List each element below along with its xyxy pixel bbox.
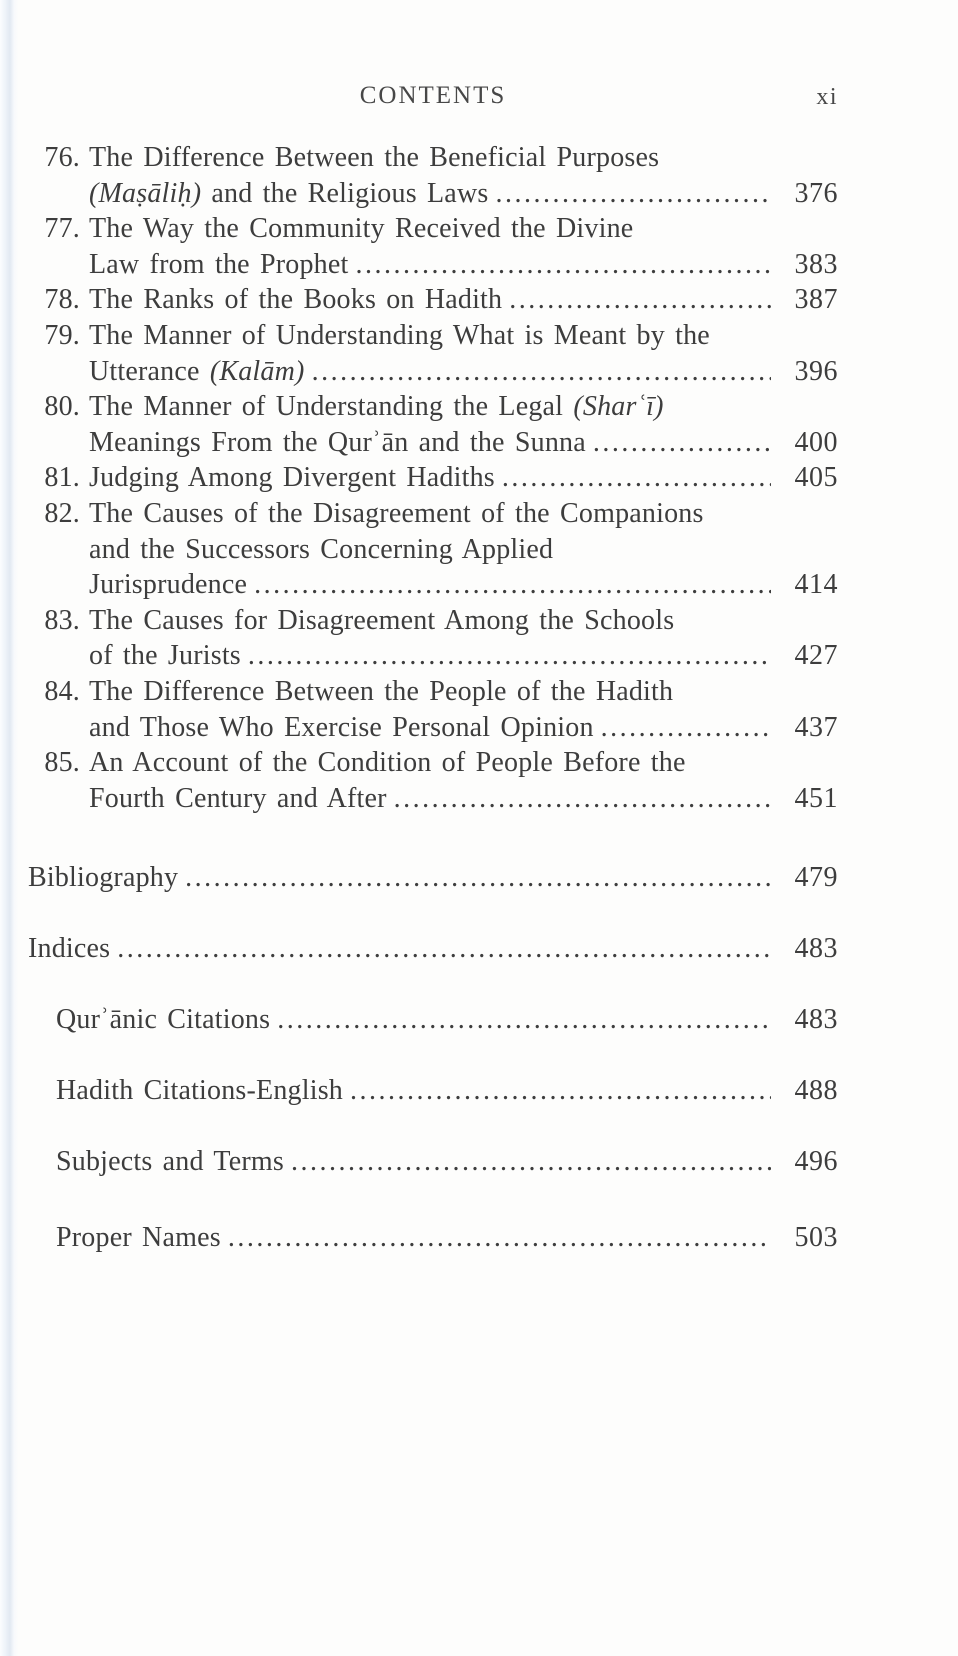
back-matter-page-number: 488 — [794, 1075, 838, 1107]
toc-entry-line — [28, 427, 838, 463]
back-matter-page-number: 479 — [794, 862, 838, 894]
entry-number: 83. — [44, 604, 80, 636]
entry-title-text: An Account of the Condition of People Before the — [89, 747, 686, 779]
entry-title-italic-term: (Sharʿī) — [573, 391, 664, 423]
back-matter-line — [28, 1146, 838, 1182]
entry-number: 76. — [44, 142, 80, 173]
entry-number: 78. — [44, 284, 80, 316]
toc-entry-line — [28, 569, 838, 605]
back-matter-label: Hadith Citations-English — [56, 1075, 344, 1107]
entry-number: 84. — [44, 675, 80, 707]
entry-title-line — [89, 640, 241, 672]
back-matter-line — [28, 1004, 838, 1040]
dot-leader — [593, 427, 771, 459]
entry-title-line — [89, 142, 659, 174]
toc-entry-line — [28, 142, 838, 178]
entry-title-line — [89, 534, 553, 566]
entry-number: 81. — [44, 462, 80, 494]
entry-title-text: of the Jurists — [89, 640, 241, 672]
back-matter-label: Subjects and Terms — [56, 1146, 284, 1178]
page-title: CONTENTS — [359, 82, 507, 109]
entry-title-italic-term: (Kalām) — [209, 355, 305, 387]
entry-number: 77. — [44, 213, 80, 245]
entry-title-line — [89, 249, 349, 281]
entry-title-text: Jurisprudence — [89, 569, 248, 601]
dot-leader — [277, 1004, 770, 1036]
entry-title-line — [89, 605, 674, 637]
page-header — [28, 82, 838, 114]
folio-page-number: xi — [816, 84, 838, 110]
entry-title-line — [89, 284, 502, 316]
entry-title-text: The Difference Between the People of the Hadith — [89, 675, 674, 707]
entry-number: 82. — [44, 497, 80, 529]
entry-page-number: 387 — [794, 284, 838, 316]
dot-leader — [495, 178, 770, 210]
toc-entry-line — [28, 676, 838, 712]
entry-page-number: 396 — [794, 355, 838, 387]
back-matter-label: Qurʾānic Citations — [56, 1004, 271, 1036]
back-matter-line — [28, 933, 838, 969]
page-content — [28, 0, 838, 1258]
entry-page-number: 400 — [794, 426, 838, 458]
toc-entry-line — [28, 320, 838, 356]
dot-leader — [356, 249, 771, 281]
entry-number: 80. — [44, 391, 80, 423]
toc-list — [28, 142, 838, 818]
entry-title-text: Judging Among Divergent Hadiths — [89, 462, 495, 494]
entry-title-text: The Causes of the Disagreement of the Companions — [89, 497, 704, 529]
entry-title-text: Utterance — [89, 355, 210, 387]
entry-title-line — [89, 356, 305, 388]
entry-number: 85. — [44, 747, 80, 779]
entry-page-number: 437 — [794, 711, 838, 743]
entry-title-text: Meanings From the Qurʾān and the Sunna — [89, 426, 586, 458]
entry-title-line — [89, 676, 673, 708]
dot-leader — [228, 1222, 771, 1254]
dot-leader — [117, 933, 770, 965]
toc-entry-line — [28, 391, 838, 427]
entry-page-number: 405 — [794, 462, 838, 494]
back-matter-page-number: 483 — [794, 1004, 838, 1036]
dot-leader — [601, 712, 771, 744]
entry-title-text: The Manner of Understanding What is Meant by the — [89, 319, 710, 351]
entry-title-text: The Ranks of the Books on Hadith — [89, 284, 503, 316]
dot-leader — [312, 356, 771, 388]
toc-entry-line — [28, 605, 838, 641]
entry-page-number: 376 — [794, 177, 838, 209]
toc-entry-line — [28, 534, 838, 570]
entry-title-text: Fourth Century and After — [89, 782, 387, 814]
dot-leader — [350, 1075, 770, 1107]
toc-entry-line — [28, 178, 838, 214]
entry-title-text: Law from the Prophet — [89, 248, 349, 280]
back-matter-label: Proper Names — [56, 1222, 221, 1254]
entry-page-number: 451 — [794, 782, 838, 814]
toc-entry-line — [28, 783, 838, 819]
back-matter-line — [28, 1075, 838, 1111]
entry-title-italic-term: (Maṣāliḥ) — [89, 177, 202, 209]
dot-leader — [509, 284, 770, 316]
entry-title-line — [89, 462, 495, 494]
entry-title-text: and the Religious Laws — [201, 177, 489, 209]
back-matter-page-number: 503 — [794, 1222, 838, 1254]
toc-entry-line — [28, 747, 838, 783]
toc-entry-line — [28, 284, 838, 320]
entry-title-text: and Those Who Exercise Personal Opinion — [89, 711, 594, 743]
entry-page-number: 383 — [794, 248, 838, 280]
back-matter-label: Bibliography — [28, 862, 179, 894]
entry-title-line — [89, 747, 686, 779]
back-matter-line — [28, 1222, 838, 1258]
dot-leader — [502, 462, 771, 494]
entry-title-line — [89, 783, 387, 815]
dot-leader — [254, 569, 770, 601]
toc-entry-line — [28, 462, 838, 498]
entry-title-text: The Way the Community Received the Divine — [89, 213, 634, 245]
back-matter-page-number: 483 — [794, 933, 838, 965]
entry-title-line — [89, 498, 704, 530]
entry-title-text: The Causes for Disagreement Among the Schools — [89, 604, 675, 636]
entry-page-number: 427 — [794, 640, 838, 672]
dot-leader — [248, 640, 771, 672]
entry-title-line — [89, 427, 586, 459]
toc-entry-line — [28, 356, 838, 392]
entry-title-text: and the Successors Concerning Applied — [89, 533, 554, 565]
back-matter-list — [28, 862, 838, 1258]
dot-leader — [394, 783, 771, 815]
entry-title-text: The Difference Between the Beneficial Purposes — [89, 142, 660, 173]
back-matter-page-number: 496 — [794, 1146, 838, 1178]
entry-title-text: The Manner of Understanding the Legal — [89, 391, 574, 423]
toc-entry-line — [28, 213, 838, 249]
entry-title-line — [89, 178, 488, 210]
toc-entry-line — [28, 249, 838, 285]
dot-leader — [291, 1146, 771, 1178]
toc-entry-line — [28, 640, 838, 676]
entry-number: 79. — [44, 319, 80, 351]
toc-entry-line — [28, 712, 838, 748]
entry-title-line — [89, 320, 710, 352]
back-matter-line — [28, 862, 838, 898]
entry-page-number: 414 — [794, 569, 838, 601]
entry-title-line — [89, 213, 633, 245]
entry-title-line — [89, 569, 247, 601]
entry-title-line — [89, 391, 664, 423]
entry-title-line — [89, 712, 594, 744]
scanned-page-edge — [0, 0, 18, 1656]
toc-entry-line — [28, 498, 838, 534]
dot-leader — [185, 862, 770, 894]
back-matter-label: Indices — [28, 933, 111, 965]
